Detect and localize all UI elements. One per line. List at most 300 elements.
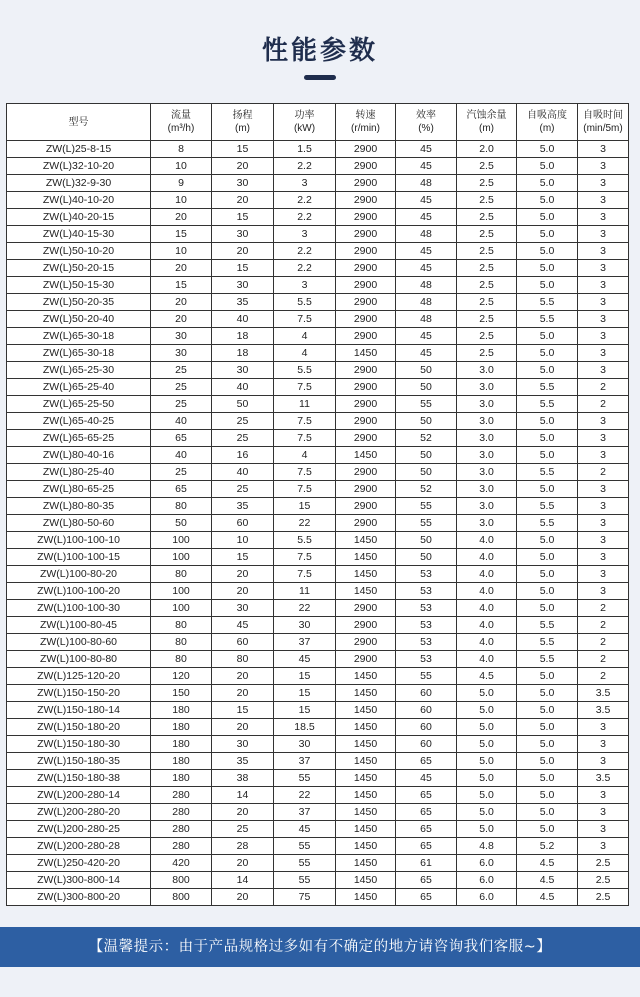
cell-suction-height: 4.5: [517, 872, 578, 889]
cell-suction-time: 3: [578, 804, 629, 821]
cell-model: ZW(L)50-20-35: [7, 294, 151, 311]
cell-suction-height: 5.5: [517, 515, 578, 532]
cell-head: 30: [212, 175, 274, 192]
cell-npsh: 3.0: [457, 413, 517, 430]
cell-efficiency: 52: [396, 481, 457, 498]
cell-speed: 2900: [336, 634, 396, 651]
cell-speed: 2900: [336, 192, 396, 209]
cell-head: 35: [212, 294, 274, 311]
cell-suction-height: 5.0: [517, 702, 578, 719]
cell-flow: 20: [151, 294, 212, 311]
table-row: [7, 549, 629, 566]
cell-efficiency: 65: [396, 821, 457, 838]
cell-head: 15: [212, 209, 274, 226]
cell-flow: 80: [151, 566, 212, 583]
table-row: [7, 770, 629, 787]
cell-power: 30: [274, 617, 336, 634]
cell-head: 20: [212, 158, 274, 175]
header-unit: (m): [235, 123, 250, 134]
table-row: [7, 702, 629, 719]
cell-efficiency: 45: [396, 328, 457, 345]
cell-speed: 2900: [336, 430, 396, 447]
table-row: [7, 787, 629, 804]
cell-suction-time: 3: [578, 566, 629, 583]
cell-npsh: 4.0: [457, 566, 517, 583]
cell-efficiency: 50: [396, 413, 457, 430]
table-row: [7, 430, 629, 447]
cell-head: 40: [212, 464, 274, 481]
cell-flow: 100: [151, 532, 212, 549]
cell-npsh: 3.0: [457, 515, 517, 532]
cell-head: 10: [212, 532, 274, 549]
table-row: [7, 175, 629, 192]
cell-power: 30: [274, 736, 336, 753]
table-row: [7, 872, 629, 889]
header-unit: (m): [479, 123, 494, 134]
cell-model: ZW(L)40-10-20: [7, 192, 151, 209]
cell-power: 55: [274, 770, 336, 787]
table-row: [7, 532, 629, 549]
header-flow: [151, 104, 212, 141]
cell-model: ZW(L)65-25-40: [7, 379, 151, 396]
cell-head: 14: [212, 787, 274, 804]
cell-npsh: 3.0: [457, 362, 517, 379]
cell-efficiency: 53: [396, 634, 457, 651]
cell-suction-time: 2: [578, 464, 629, 481]
cell-power: 11: [274, 583, 336, 600]
cell-suction-time: 3: [578, 413, 629, 430]
table-row: [7, 243, 629, 260]
cell-head: 45: [212, 617, 274, 634]
cell-flow: 25: [151, 379, 212, 396]
cell-model: ZW(L)40-20-15: [7, 209, 151, 226]
cell-suction-height: 5.0: [517, 158, 578, 175]
cell-speed: 2900: [336, 600, 396, 617]
cell-flow: 50: [151, 515, 212, 532]
cell-suction-time: 3: [578, 294, 629, 311]
cell-efficiency: 55: [396, 498, 457, 515]
cell-flow: 25: [151, 464, 212, 481]
cell-head: 20: [212, 855, 274, 872]
cell-head: 30: [212, 600, 274, 617]
cell-efficiency: 55: [396, 668, 457, 685]
cell-speed: 2900: [336, 226, 396, 243]
header-suction-height: [517, 104, 578, 141]
cell-npsh: 2.5: [457, 175, 517, 192]
title-underline: [304, 75, 336, 80]
header-label: 功率: [294, 110, 315, 121]
cell-power: 2.2: [274, 158, 336, 175]
performance-table: [6, 103, 629, 906]
cell-suction-height: 5.5: [517, 464, 578, 481]
header-label: 转速: [355, 110, 376, 121]
cell-head: 20: [212, 889, 274, 906]
cell-flow: 80: [151, 617, 212, 634]
header-efficiency: [396, 104, 457, 141]
cell-npsh: 3.0: [457, 379, 517, 396]
header-unit: (r/min): [351, 123, 380, 134]
cell-model: ZW(L)80-65-25: [7, 481, 151, 498]
cell-speed: 1450: [336, 668, 396, 685]
cell-efficiency: 50: [396, 379, 457, 396]
cell-efficiency: 53: [396, 600, 457, 617]
cell-efficiency: 60: [396, 719, 457, 736]
cell-efficiency: 45: [396, 770, 457, 787]
cell-speed: 2900: [336, 413, 396, 430]
cell-npsh: 4.0: [457, 549, 517, 566]
header-model: [7, 104, 151, 141]
cell-npsh: 3.0: [457, 447, 517, 464]
cell-power: 45: [274, 651, 336, 668]
cell-head: 28: [212, 838, 274, 855]
table-row: [7, 379, 629, 396]
cell-suction-height: 5.0: [517, 447, 578, 464]
cell-efficiency: 48: [396, 311, 457, 328]
table-row: [7, 804, 629, 821]
header-suction-time: [578, 104, 629, 141]
table-row: [7, 736, 629, 753]
cell-efficiency: 45: [396, 141, 457, 158]
cell-head: 14: [212, 872, 274, 889]
cell-power: 3: [274, 277, 336, 294]
cell-head: 30: [212, 362, 274, 379]
cell-speed: 1450: [336, 889, 396, 906]
table-row: [7, 685, 629, 702]
table-row: [7, 651, 629, 668]
table-body: [7, 141, 629, 906]
cell-head: 30: [212, 226, 274, 243]
cell-suction-time: 3: [578, 481, 629, 498]
table-row: [7, 158, 629, 175]
table-row: [7, 362, 629, 379]
cell-flow: 30: [151, 345, 212, 362]
cell-suction-time: 3: [578, 345, 629, 362]
cell-suction-time: 2.5: [578, 855, 629, 872]
cell-npsh: 2.5: [457, 158, 517, 175]
cell-suction-height: 5.0: [517, 753, 578, 770]
cell-suction-time: 3: [578, 226, 629, 243]
header-npsh: [457, 104, 517, 141]
header-speed: [336, 104, 396, 141]
table-row: [7, 583, 629, 600]
cell-head: 16: [212, 447, 274, 464]
cell-head: 20: [212, 192, 274, 209]
table-row: [7, 498, 629, 515]
table-row: [7, 719, 629, 736]
cell-flow: 10: [151, 243, 212, 260]
cell-suction-time: 3: [578, 498, 629, 515]
cell-head: 30: [212, 277, 274, 294]
cell-model: ZW(L)25-8-15: [7, 141, 151, 158]
cell-npsh: 5.0: [457, 736, 517, 753]
table-row: [7, 311, 629, 328]
cell-suction-height: 5.0: [517, 532, 578, 549]
cell-head: 20: [212, 668, 274, 685]
cell-npsh: 2.5: [457, 226, 517, 243]
cell-model: ZW(L)150-180-14: [7, 702, 151, 719]
cell-npsh: 5.0: [457, 753, 517, 770]
cell-head: 20: [212, 685, 274, 702]
cell-flow: 100: [151, 549, 212, 566]
cell-speed: 1450: [336, 753, 396, 770]
cell-model: ZW(L)65-25-50: [7, 396, 151, 413]
cell-suction-time: 3: [578, 787, 629, 804]
cell-suction-time: 2: [578, 617, 629, 634]
cell-power: 37: [274, 753, 336, 770]
table-row: [7, 277, 629, 294]
cell-suction-time: 2: [578, 668, 629, 685]
cell-suction-height: 5.0: [517, 804, 578, 821]
cell-power: 22: [274, 515, 336, 532]
cell-speed: 2900: [336, 498, 396, 515]
cell-model: ZW(L)50-10-20: [7, 243, 151, 260]
cell-speed: 1450: [336, 532, 396, 549]
cell-power: 7.5: [274, 481, 336, 498]
cell-flow: 420: [151, 855, 212, 872]
header-label: 汽蚀余量: [466, 110, 507, 121]
cell-model: ZW(L)32-10-20: [7, 158, 151, 175]
cell-npsh: 3.0: [457, 396, 517, 413]
cell-head: 15: [212, 549, 274, 566]
cell-flow: 180: [151, 736, 212, 753]
cell-flow: 15: [151, 226, 212, 243]
cell-suction-height: 5.0: [517, 821, 578, 838]
cell-model: ZW(L)65-30-18: [7, 328, 151, 345]
cell-efficiency: 45: [396, 243, 457, 260]
cell-speed: 1450: [336, 838, 396, 855]
page-header: [0, 0, 640, 103]
cell-suction-height: 5.0: [517, 362, 578, 379]
cell-suction-time: 2.5: [578, 889, 629, 906]
cell-model: ZW(L)125-120-20: [7, 668, 151, 685]
cell-speed: 2900: [336, 243, 396, 260]
cell-speed: 1450: [336, 583, 396, 600]
header-head: [212, 104, 274, 141]
table-row: [7, 821, 629, 838]
cell-suction-height: 5.0: [517, 226, 578, 243]
cell-suction-height: 5.0: [517, 583, 578, 600]
cell-npsh: 3.0: [457, 464, 517, 481]
cell-model: ZW(L)50-15-30: [7, 277, 151, 294]
cell-head: 60: [212, 515, 274, 532]
cell-speed: 2900: [336, 379, 396, 396]
header-unit: (kW): [293, 123, 316, 134]
cell-speed: 2900: [336, 651, 396, 668]
cell-flow: 80: [151, 651, 212, 668]
cell-suction-time: 3: [578, 447, 629, 464]
cell-npsh: 4.0: [457, 600, 517, 617]
cell-flow: 800: [151, 872, 212, 889]
cell-head: 20: [212, 719, 274, 736]
cell-power: 15: [274, 685, 336, 702]
cell-speed: 1450: [336, 872, 396, 889]
cell-efficiency: 50: [396, 464, 457, 481]
table-row: [7, 617, 629, 634]
cell-suction-height: 5.5: [517, 651, 578, 668]
footer-notice: 【温馨提示：由于产品规格过多如有不确定的地方请咨询我们客服~】: [0, 927, 640, 967]
page-title: 性能参数: [261, 36, 378, 66]
cell-flow: 65: [151, 430, 212, 447]
cell-head: 30: [212, 736, 274, 753]
cell-efficiency: 55: [396, 515, 457, 532]
cell-model: ZW(L)100-100-20: [7, 583, 151, 600]
table-row: [7, 294, 629, 311]
cell-head: 20: [212, 566, 274, 583]
cell-model: ZW(L)100-100-10: [7, 532, 151, 549]
cell-suction-time: 3: [578, 311, 629, 328]
cell-suction-time: 2: [578, 600, 629, 617]
cell-suction-time: 2: [578, 651, 629, 668]
cell-suction-time: 3: [578, 821, 629, 838]
cell-power: 7.5: [274, 379, 336, 396]
cell-npsh: 5.0: [457, 702, 517, 719]
cell-flow: 100: [151, 583, 212, 600]
cell-power: 22: [274, 600, 336, 617]
cell-power: 15: [274, 668, 336, 685]
cell-efficiency: 48: [396, 226, 457, 243]
cell-efficiency: 60: [396, 685, 457, 702]
table-row: [7, 192, 629, 209]
cell-model: ZW(L)65-40-25: [7, 413, 151, 430]
cell-suction-height: 5.5: [517, 311, 578, 328]
cell-npsh: 3.0: [457, 481, 517, 498]
cell-suction-time: 3.5: [578, 685, 629, 702]
cell-head: 25: [212, 430, 274, 447]
cell-flow: 40: [151, 447, 212, 464]
cell-speed: 1450: [336, 685, 396, 702]
cell-flow: 100: [151, 600, 212, 617]
cell-power: 7.5: [274, 413, 336, 430]
cell-model: ZW(L)100-80-45: [7, 617, 151, 634]
cell-flow: 8: [151, 141, 212, 158]
header-label: 型号: [68, 116, 89, 128]
cell-suction-height: 5.5: [517, 379, 578, 396]
cell-speed: 2900: [336, 158, 396, 175]
cell-flow: 25: [151, 362, 212, 379]
cell-suction-time: 3.5: [578, 702, 629, 719]
cell-model: ZW(L)80-25-40: [7, 464, 151, 481]
cell-npsh: 2.5: [457, 277, 517, 294]
cell-suction-height: 5.0: [517, 685, 578, 702]
cell-speed: 2900: [336, 294, 396, 311]
cell-model: ZW(L)65-25-30: [7, 362, 151, 379]
cell-model: ZW(L)50-20-15: [7, 260, 151, 277]
cell-flow: 180: [151, 770, 212, 787]
cell-suction-time: 3: [578, 362, 629, 379]
cell-head: 20: [212, 804, 274, 821]
cell-speed: 1450: [336, 770, 396, 787]
cell-efficiency: 53: [396, 651, 457, 668]
cell-power: 75: [274, 889, 336, 906]
cell-suction-height: 5.5: [517, 294, 578, 311]
cell-speed: 1450: [336, 821, 396, 838]
header-unit: (m): [539, 123, 555, 134]
table-row: [7, 634, 629, 651]
cell-npsh: 3.0: [457, 430, 517, 447]
cell-model: ZW(L)65-30-18: [7, 345, 151, 362]
cell-flow: 280: [151, 804, 212, 821]
cell-model: ZW(L)80-50-60: [7, 515, 151, 532]
cell-head: 35: [212, 498, 274, 515]
cell-suction-height: 5.0: [517, 277, 578, 294]
cell-suction-time: 3: [578, 158, 629, 175]
cell-suction-time: 2: [578, 396, 629, 413]
cell-npsh: 2.5: [457, 192, 517, 209]
cell-head: 18: [212, 345, 274, 362]
cell-suction-height: 4.5: [517, 855, 578, 872]
cell-flow: 20: [151, 260, 212, 277]
header-label: 自吸高度: [527, 110, 567, 121]
cell-model: ZW(L)50-20-40: [7, 311, 151, 328]
cell-npsh: 5.0: [457, 821, 517, 838]
cell-model: ZW(L)150-180-30: [7, 736, 151, 753]
cell-model: ZW(L)150-180-35: [7, 753, 151, 770]
cell-suction-height: 5.0: [517, 345, 578, 362]
cell-model: ZW(L)80-80-35: [7, 498, 151, 515]
header-label: 扬程: [232, 110, 253, 121]
cell-head: 38: [212, 770, 274, 787]
cell-model: ZW(L)100-100-15: [7, 549, 151, 566]
cell-suction-time: 3: [578, 515, 629, 532]
cell-speed: 1450: [336, 787, 396, 804]
cell-power: 55: [274, 855, 336, 872]
cell-head: 80: [212, 651, 274, 668]
cell-npsh: 2.0: [457, 141, 517, 158]
cell-efficiency: 48: [396, 277, 457, 294]
cell-suction-time: 3: [578, 209, 629, 226]
cell-speed: 2900: [336, 311, 396, 328]
cell-suction-height: 5.0: [517, 260, 578, 277]
cell-efficiency: 53: [396, 617, 457, 634]
cell-suction-height: 5.5: [517, 617, 578, 634]
cell-flow: 280: [151, 821, 212, 838]
cell-power: 5.5: [274, 362, 336, 379]
cell-efficiency: 52: [396, 430, 457, 447]
cell-npsh: 4.5: [457, 668, 517, 685]
cell-suction-time: 3: [578, 277, 629, 294]
cell-efficiency: 50: [396, 362, 457, 379]
cell-power: 7.5: [274, 464, 336, 481]
cell-speed: 1450: [336, 345, 396, 362]
cell-power: 3: [274, 175, 336, 192]
cell-flow: 800: [151, 889, 212, 906]
cell-power: 7.5: [274, 430, 336, 447]
cell-npsh: 4.8: [457, 838, 517, 855]
cell-efficiency: 45: [396, 158, 457, 175]
cell-head: 20: [212, 243, 274, 260]
cell-flow: 180: [151, 753, 212, 770]
header-label: 自吸时间: [583, 110, 623, 121]
cell-efficiency: 55: [396, 396, 457, 413]
cell-suction-time: 3: [578, 141, 629, 158]
cell-head: 20: [212, 583, 274, 600]
cell-flow: 180: [151, 719, 212, 736]
cell-flow: 30: [151, 328, 212, 345]
cell-speed: 1450: [336, 566, 396, 583]
cell-efficiency: 65: [396, 753, 457, 770]
cell-suction-height: 5.0: [517, 566, 578, 583]
cell-npsh: 4.0: [457, 634, 517, 651]
cell-model: ZW(L)65-65-25: [7, 430, 151, 447]
cell-speed: 2900: [336, 260, 396, 277]
cell-efficiency: 50: [396, 532, 457, 549]
cell-npsh: 2.5: [457, 243, 517, 260]
cell-suction-height: 5.5: [517, 498, 578, 515]
cell-power: 11: [274, 396, 336, 413]
cell-suction-height: 5.0: [517, 719, 578, 736]
cell-suction-height: 5.0: [517, 600, 578, 617]
table-row: [7, 345, 629, 362]
